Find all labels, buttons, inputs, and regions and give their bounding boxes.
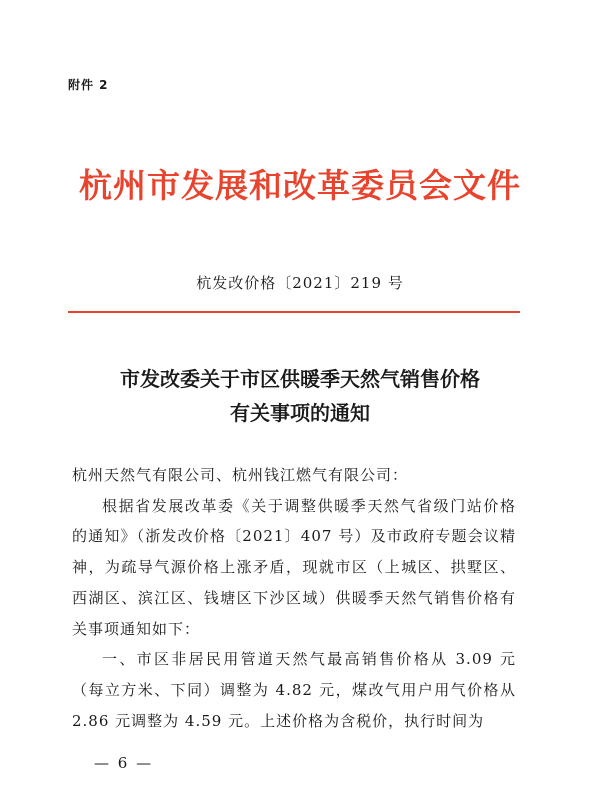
page-number: — 6 — [94, 754, 154, 772]
document-number: 杭发改价格〔2021〕219 号 [196, 274, 404, 292]
notice-title-line-2: 有关事项的通知 [230, 401, 370, 425]
notice-title-line-1: 市发改委关于市区供暖季天然气销售价格 [120, 367, 480, 391]
letterhead-title: 杭州市发展和改革委员会文件 [79, 166, 521, 205]
body-paragraph-1: 根据省发展改革委《关于调整供暖季天然气省级门站价格的通知》（浙发改价格〔2021〕407 号）及市政府专题会议精神，为疏导气源价格上涨矛盾，现就市区（上城区、拱墅区、西湖区、滨江区、钱塘区下沙区域）供暖季天然气销售价格有关事项通知如下： [72, 496, 516, 638]
attachment-label: 附件 2 [68, 78, 109, 92]
red-divider-line [68, 311, 520, 313]
notice-body [72, 460, 516, 736]
body-paragraph-2: 一、市区非居民用管道天然气最高销售价格从 3.09 元（每立方米、下同）调整为 4.82 元，煤改气用户用气价格从 2.86 元调整为 4.59 元。上述价格为含税价，执行时间为 [72, 650, 516, 730]
addressee: 杭州天然气有限公司、杭州钱江燃气有限公司： [72, 466, 409, 484]
